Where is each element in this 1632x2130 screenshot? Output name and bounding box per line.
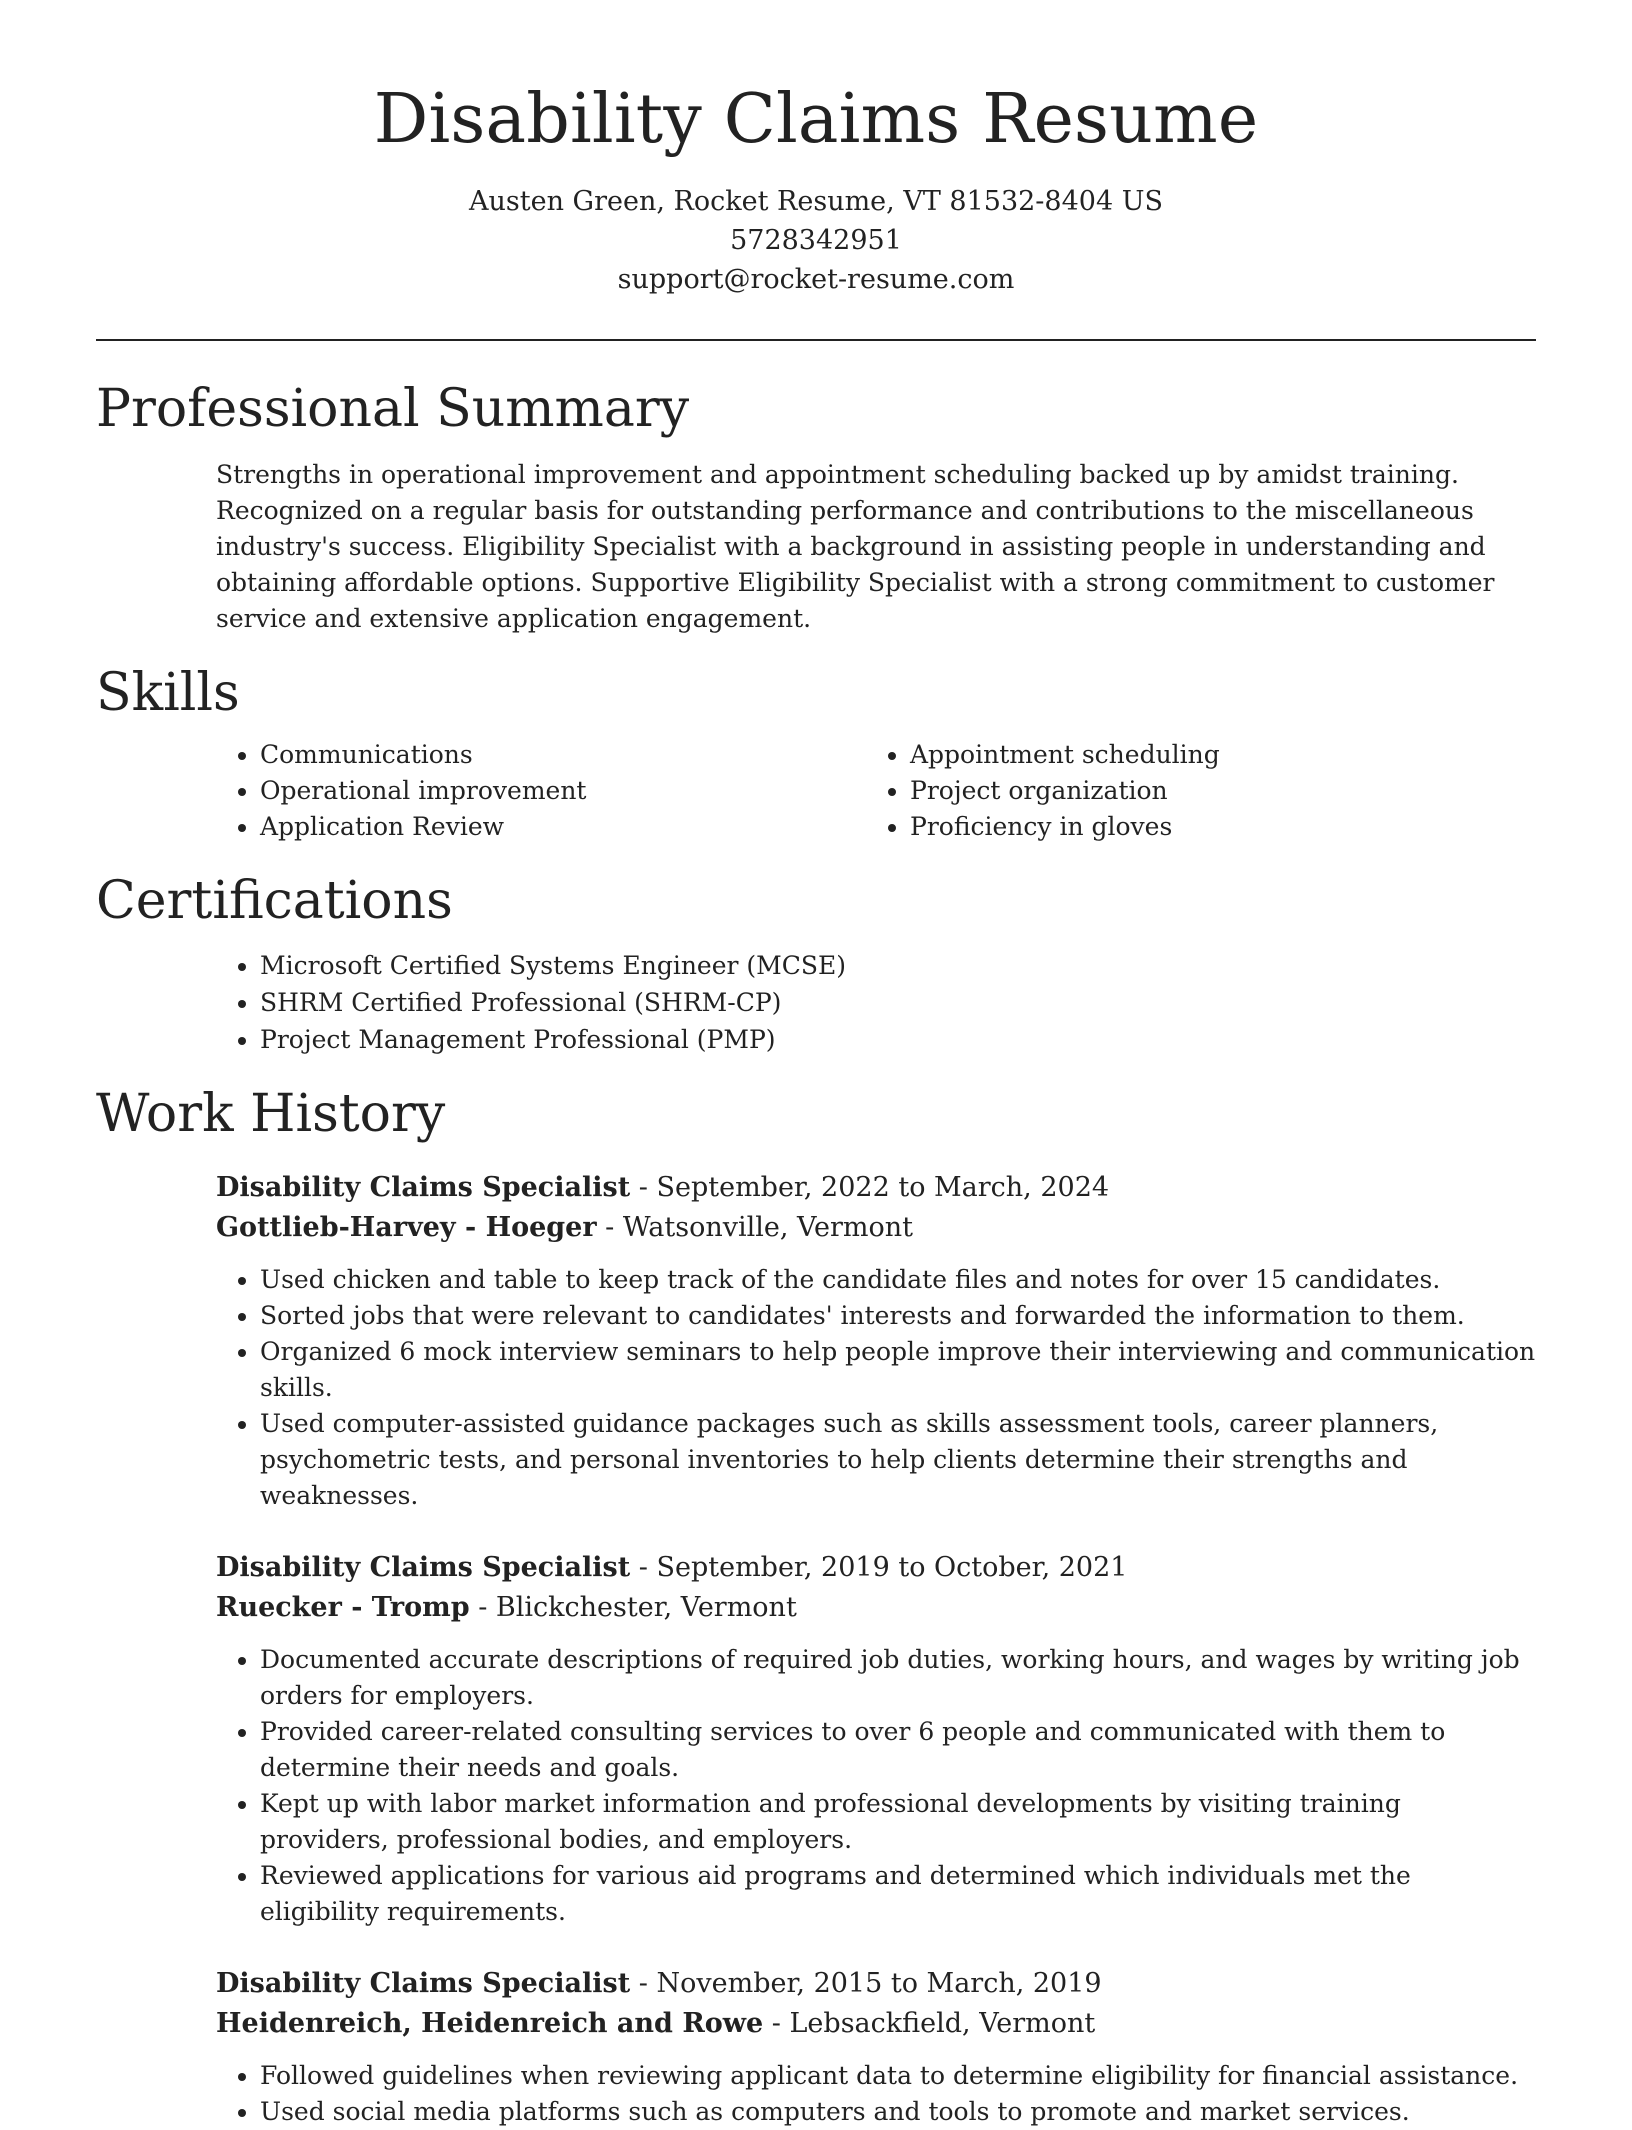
- job-company: Ruecker - Tromp: [216, 1592, 470, 1623]
- job-bullets: [216, 1262, 1536, 1514]
- job-bullet: • Provided career-related consulting services to over 6 people and communicated with them to determine their needs and goals.: [260, 1714, 1536, 1786]
- job-title-line: Disability Claims Specialist - September, 2022 to March, 2024: [216, 1172, 1110, 1203]
- skills-grid: [216, 737, 1536, 845]
- certification-item: • Project Management Professional (PMP): [260, 1021, 1536, 1058]
- skill-item: • Application Review: [260, 809, 866, 845]
- skills-heading: Skills: [96, 663, 240, 723]
- header-divider: [96, 339, 1536, 341]
- summary-section: [96, 379, 1536, 637]
- summary-heading: Professional Summary: [96, 379, 690, 439]
- job-bullet: • Used social media platforms such as computers and tools to promote and market services.: [260, 2094, 1536, 2130]
- work-history-heading: Work History: [96, 1084, 446, 1144]
- contact-phone: 5728342951: [730, 225, 902, 256]
- job-dates: November, 2015 to March, 2019: [656, 1968, 1102, 1999]
- skill-item: • Project organization: [910, 773, 1516, 809]
- job-bullet: • Documented accurate descriptions of required job duties, working hours, and wages by writing job orders for employers.: [260, 1642, 1536, 1714]
- job-company-line: Gottlieb-Harvey - Hoeger - Watsonville, Vermont: [216, 1212, 914, 1243]
- job-title: Disability Claims Specialist: [216, 1968, 631, 1999]
- job-dates: September, 2019 to October, 2021: [656, 1552, 1128, 1583]
- job-title: Disability Claims Specialist: [216, 1552, 631, 1583]
- job-bullet: • Kept up with labor market information and professional developments by visiting training providers, professional bodies, and employers.: [260, 1786, 1536, 1858]
- resume-header: [96, 0, 1536, 299]
- job-location: Lebsackfield, Vermont: [789, 2008, 1096, 2039]
- job-bullet: • Used computer-assisted guidance packages such as skills assessment tools, career planners, psychometric tests, and personal inventories to help clients determine their strengths and weaknesses.: [260, 1406, 1536, 1514]
- job-title: Disability Claims Specialist: [216, 1172, 631, 1203]
- skill-item: • Appointment scheduling: [910, 737, 1516, 773]
- job-title-line: Disability Claims Specialist - September, 2019 to October, 2021: [216, 1552, 1128, 1583]
- job-dates: September, 2022 to March, 2024: [656, 1172, 1110, 1203]
- job-title-line: Disability Claims Specialist - November, 2015 to March, 2019: [216, 1968, 1102, 1999]
- skill-item: • Proficiency in gloves: [910, 809, 1516, 845]
- contact-address: Austen Green, Rocket Resume, VT 81532-8404 US: [469, 186, 1163, 217]
- skills-section: [96, 663, 1536, 845]
- job-bullets: [216, 2058, 1536, 2130]
- job-company: Heidenreich, Heidenreich and Rowe: [216, 2008, 764, 2039]
- certification-item: • SHRM Certified Professional (SHRM-CP): [260, 984, 1536, 1021]
- job-bullet: • Organized 6 mock interview seminars to help people improve their interviewing and communication skills.: [260, 1334, 1536, 1406]
- contact-email: support@rocket-resume.com: [617, 264, 1015, 295]
- work-history-section: [96, 1084, 1536, 2130]
- certifications-heading: Certifications: [96, 871, 453, 931]
- job-entry: [216, 1548, 1536, 1930]
- job-bullets: [216, 1642, 1536, 1930]
- certifications-section: [96, 871, 1536, 1058]
- job-company-line: Heidenreich, Heidenreich and Rowe - Lebsackfield, Vermont: [216, 2008, 1096, 2039]
- skills-column-left: [216, 737, 866, 845]
- job-bullet: • Used chicken and table to keep track of the candidate files and notes for over 15 candidates.: [260, 1262, 1536, 1298]
- resume-page: [96, 0, 1536, 2130]
- job-location: Watsonville, Vermont: [622, 1212, 914, 1243]
- skills-column-right: [866, 737, 1516, 845]
- job-entry: [216, 1168, 1536, 1514]
- job-entry: [216, 1964, 1536, 2130]
- certification-item: • Microsoft Certified Systems Engineer (MCSE): [260, 947, 1536, 984]
- certifications-list: [216, 947, 1536, 1058]
- job-bullet: • Sorted jobs that were relevant to candidates' interests and forwarded the information to them.: [260, 1298, 1536, 1334]
- job-bullet: • Followed guidelines when reviewing applicant data to determine eligibility for financial assistance.: [260, 2058, 1536, 2094]
- job-company: Gottlieb-Harvey - Hoeger: [216, 1212, 597, 1243]
- skill-item: • Communications: [260, 737, 866, 773]
- job-company-line: Ruecker - Tromp - Blickchester, Vermont: [216, 1592, 797, 1623]
- job-location: Blickchester, Vermont: [495, 1592, 797, 1623]
- resume-title: Disability Claims Resume: [373, 80, 1259, 159]
- summary-text: Strengths in operational improvement and appointment scheduling backed up by amidst training. Recognized on a regular basis for outstanding performance and contributions to the miscellaneous industry's success. Eligibility Specialist with a background in assisting people in understanding and obtaining affordable options. Supportive Eligibility Specialist with a strong commitment to customer service and extensive application engagement.: [216, 460, 1495, 633]
- job-bullet: • Reviewed applications for various aid programs and determined which individuals met the eligibility requirements.: [260, 1858, 1536, 1930]
- skill-item: • Operational improvement: [260, 773, 866, 809]
